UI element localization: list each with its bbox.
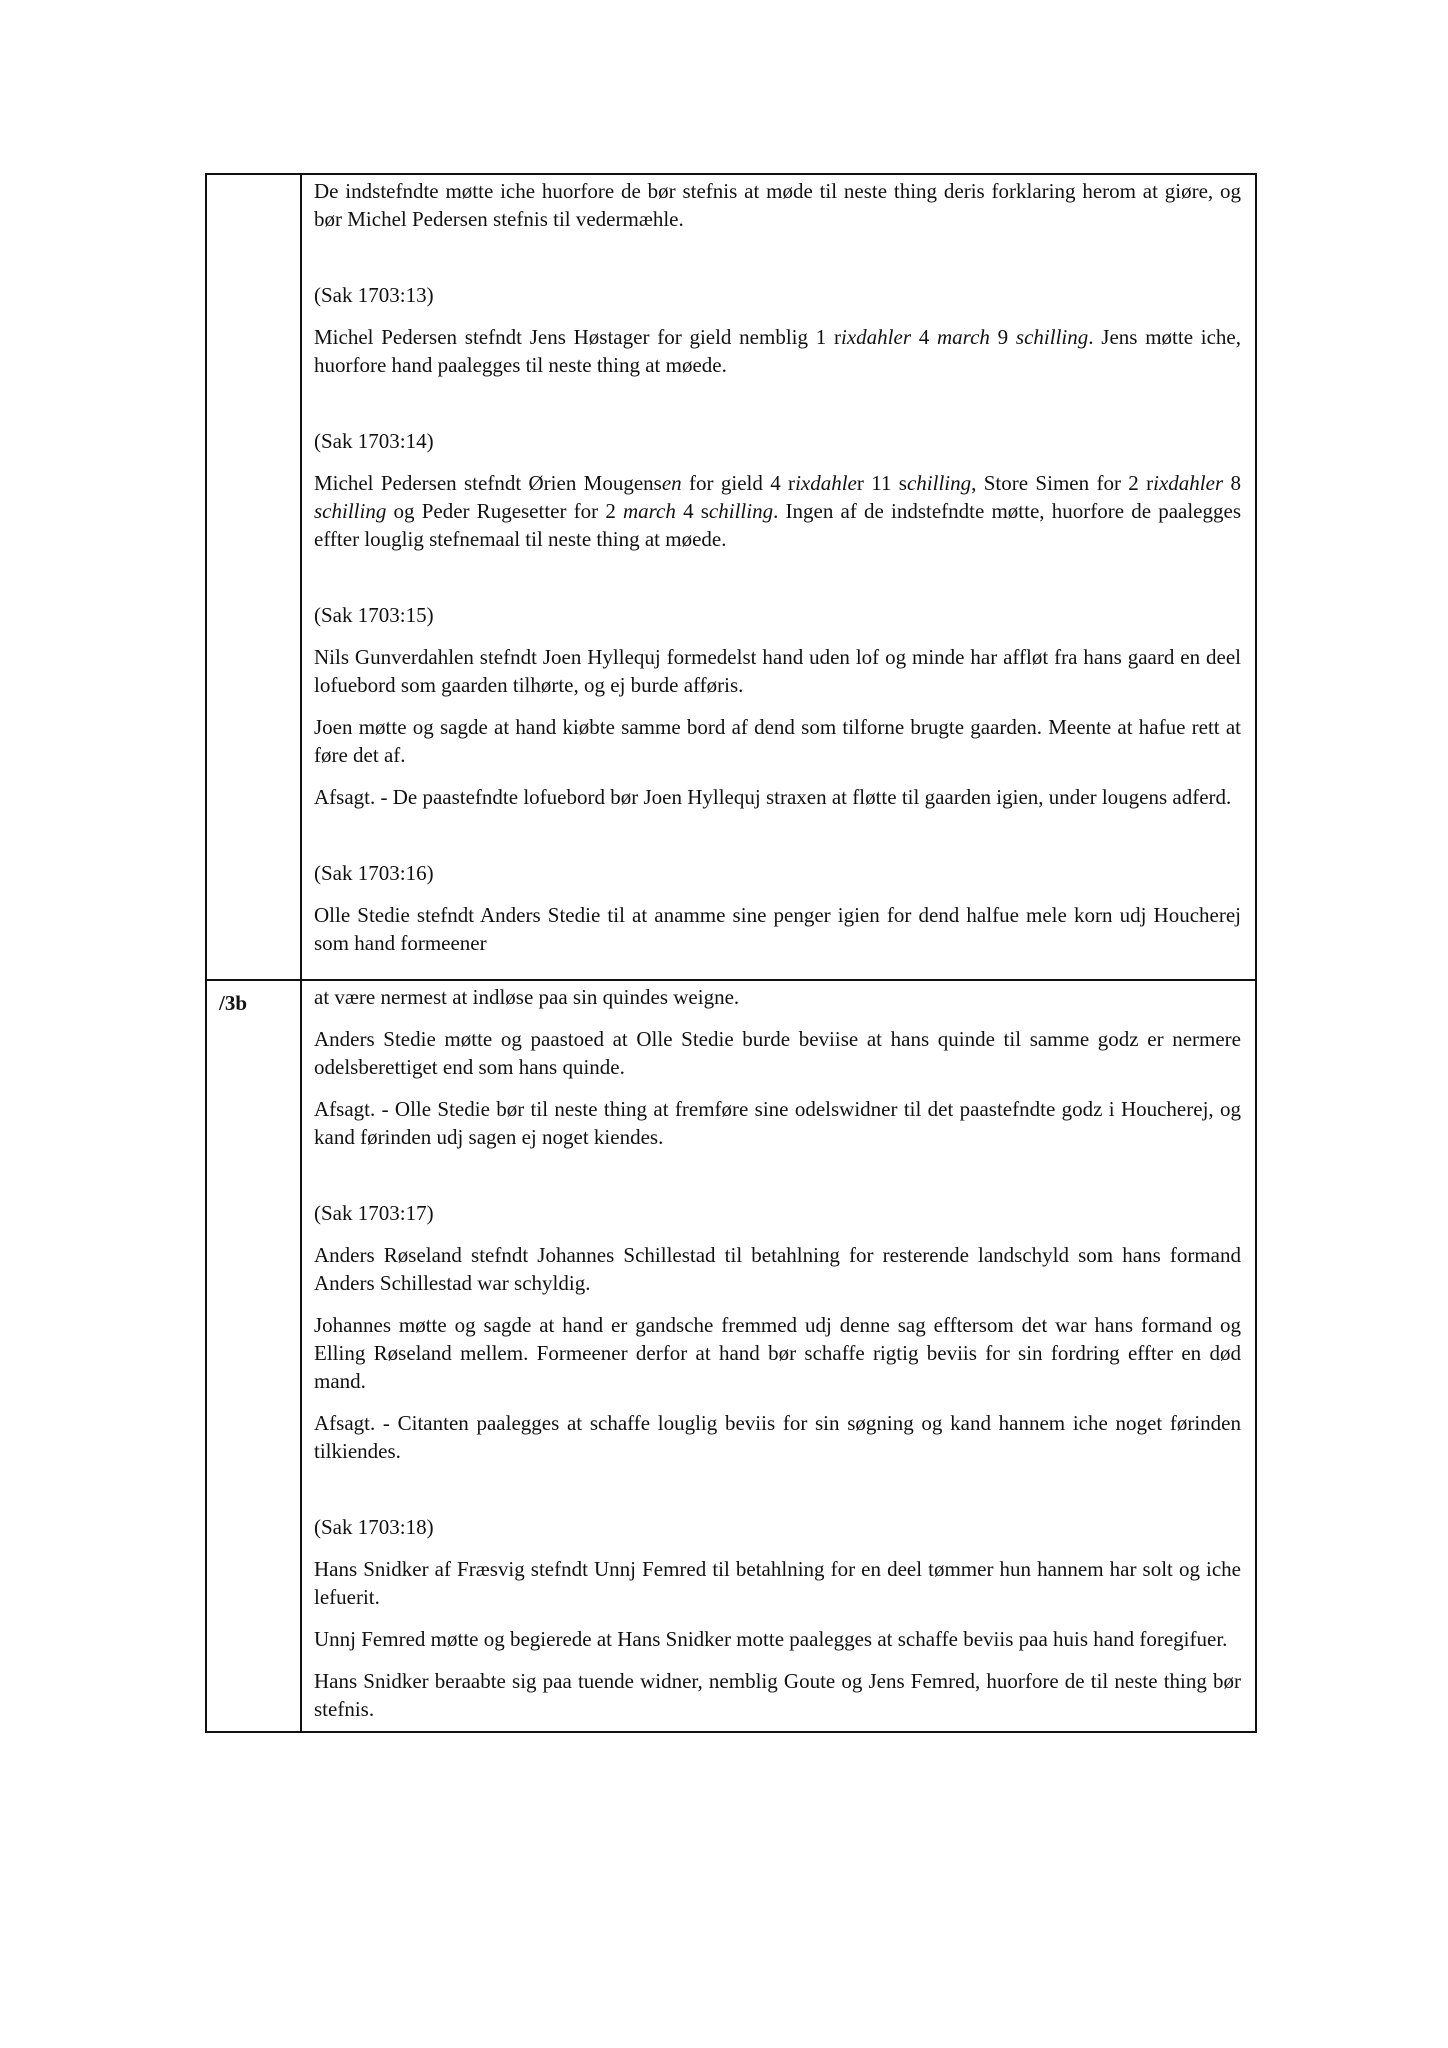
document-page (205, 173, 1257, 1733)
record-paragraph: Anders Røseland stefndt Johannes Schillestad til betahlning for resterende landschyld som hans formand Anders Schillestad war schyldig. (314, 1243, 1241, 1295)
record-paragraph: Johannes møtte og sagde at hand er gandsche fremmed udj denne sag efftersom det war hans formand og Elling Røseland mellem. Formeener derfor at hand bør schaffe rigtig beviis for sin fordring effter en død mand. (314, 1313, 1241, 1393)
record-row (206, 174, 1256, 980)
case-number: (Sak 1703:16) (314, 861, 434, 885)
record-paragraph: Nils Gunverdahlen stefndt Joen Hyllequj formedelst hand uden lof og minde har affløt fra hans gaard en deel lofuebord som gaarden tilhørte, og ej burde afføris. (314, 645, 1241, 697)
record-paragraph: Michel Pedersen stefndt Jens Høstager for gield nemblig 1 rixdahler 4 march 9 schilling. Jens møtte iche, huorfore hand paalegges til neste thing at møede. (314, 325, 1241, 377)
case-number: (Sak 1703:18) (314, 1515, 434, 1539)
record-paragraph: Olle Stedie stefndt Anders Stedie til at anamme sine penger igien for dend halfue mele korn udj Houcherej som hand formeener (314, 903, 1241, 955)
case-number: (Sak 1703:13) (314, 283, 434, 307)
court-record-table (205, 173, 1257, 1733)
margin-note: /3b (206, 980, 301, 1732)
record-text (301, 980, 1256, 1732)
record-paragraph: De indstefndte møtte iche huorfore de bør stefnis at møde til neste thing deris forklaring herom at giøre, og bør Michel Pedersen stefnis til vedermæhle. (314, 179, 1241, 231)
case-number: (Sak 1703:15) (314, 603, 434, 627)
record-paragraph: at være nermest at indløse paa sin quindes weigne. (314, 985, 740, 1009)
record-paragraph: Afsagt. - De paastefndte lofuebord bør Joen Hyllequj straxen at fløtte til gaarden igien, under lougens adferd. (314, 785, 1232, 809)
record-paragraph: Afsagt. - Citanten paalegges at schaffe louglig beviis for sin søgning og kand hannem iche noget førinden tilkiendes. (314, 1411, 1241, 1463)
record-paragraph: Hans Snidker beraabte sig paa tuende widner, nemblig Goute og Jens Femred, huorfore de til neste thing bør stefnis. (314, 1669, 1241, 1721)
margin-note (206, 174, 301, 980)
record-row (206, 980, 1256, 1732)
record-paragraph: Unnj Femred møtte og begierede at Hans Snidker motte paalegges at schaffe beviis paa huis hand foregifuer. (314, 1627, 1228, 1651)
case-number: (Sak 1703:17) (314, 1201, 434, 1225)
record-paragraph: Joen møtte og sagde at hand kiøbte samme bord af dend som tilforne brugte gaarden. Meente at hafue rett at føre det af. (314, 715, 1241, 767)
record-paragraph: Hans Snidker af Fræsvig stefndt Unnj Femred til betahlning for en deel tømmer hun hannem har solt og iche lefuerit. (314, 1557, 1241, 1609)
record-paragraph: Michel Pedersen stefndt Ørien Mougensen for gield 4 rixdahler 11 schilling, Store Simen for 2 rixdahler 8 schilling og Peder Rugesetter for 2 march 4 schilling. Ingen af de indstefndte møtte, huorfore de paalegges effter louglig stefnemaal til neste thing at møede. (314, 471, 1241, 551)
record-paragraph: Anders Stedie møtte og paastoed at Olle Stedie burde beviise at hans quinde til samme godz er nermere odelsberettiget end som hans quinde. (314, 1027, 1241, 1079)
record-paragraph: Afsagt. - Olle Stedie bør til neste thing at fremføre sine odelswidner til det paastefndte godz i Houcherej, og kand førinden udj sagen ej noget kiendes. (314, 1097, 1241, 1149)
record-text (301, 174, 1256, 980)
case-number: (Sak 1703:14) (314, 429, 434, 453)
